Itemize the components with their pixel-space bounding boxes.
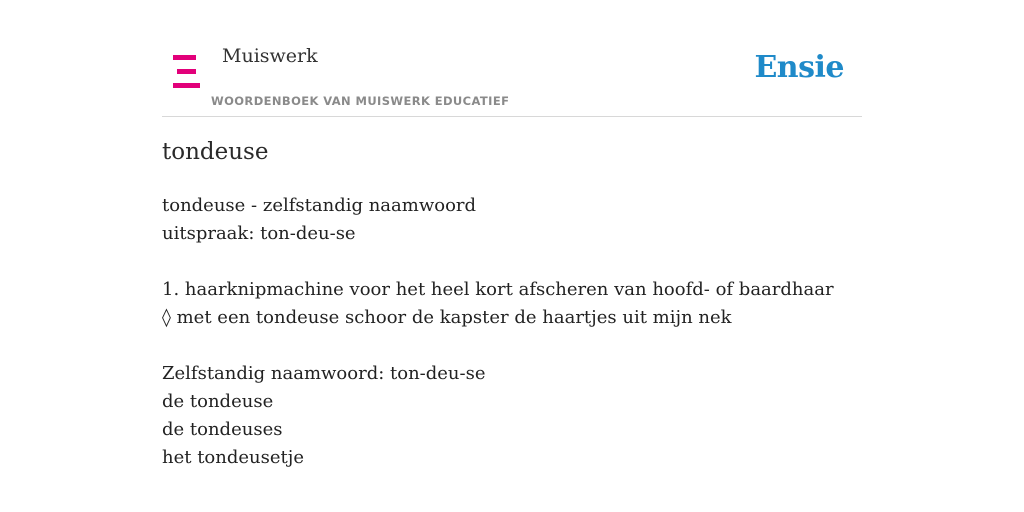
entry-line: tondeuse - zelfstandig naamwoord bbox=[162, 195, 477, 216]
entry-line: ◊ met een tondeuse schoor de kapster de haartjes uit mijn nek bbox=[162, 307, 732, 328]
site-header bbox=[162, 0, 862, 117]
entry-line: uitspraak: ton-deu-se bbox=[162, 223, 356, 244]
entry-body bbox=[162, 192, 834, 472]
muiswerk-logo-icon[interactable] bbox=[173, 55, 200, 88]
entry-line: de tondeuses bbox=[162, 419, 283, 440]
brand-tagline: WOORDENBOEK VAN MUISWERK EDUCATIEF bbox=[211, 94, 510, 108]
entry-line: Zelfstandig naamwoord: ton-deu-se bbox=[162, 363, 486, 384]
page-title: tondeuse bbox=[162, 139, 269, 165]
entry-line: 1. haarknipmachine voor het heel kort afscheren van hoofd- of baardhaar bbox=[162, 279, 834, 300]
brand-name[interactable]: Muiswerk bbox=[222, 45, 318, 67]
ensie-logo[interactable]: Ensie bbox=[754, 50, 844, 85]
entry-line: het tondeusetje bbox=[162, 447, 304, 468]
entry-line: de tondeuse bbox=[162, 391, 274, 412]
entry-spacer bbox=[162, 248, 834, 276]
page bbox=[162, 0, 862, 512]
entry-spacer bbox=[162, 332, 834, 360]
